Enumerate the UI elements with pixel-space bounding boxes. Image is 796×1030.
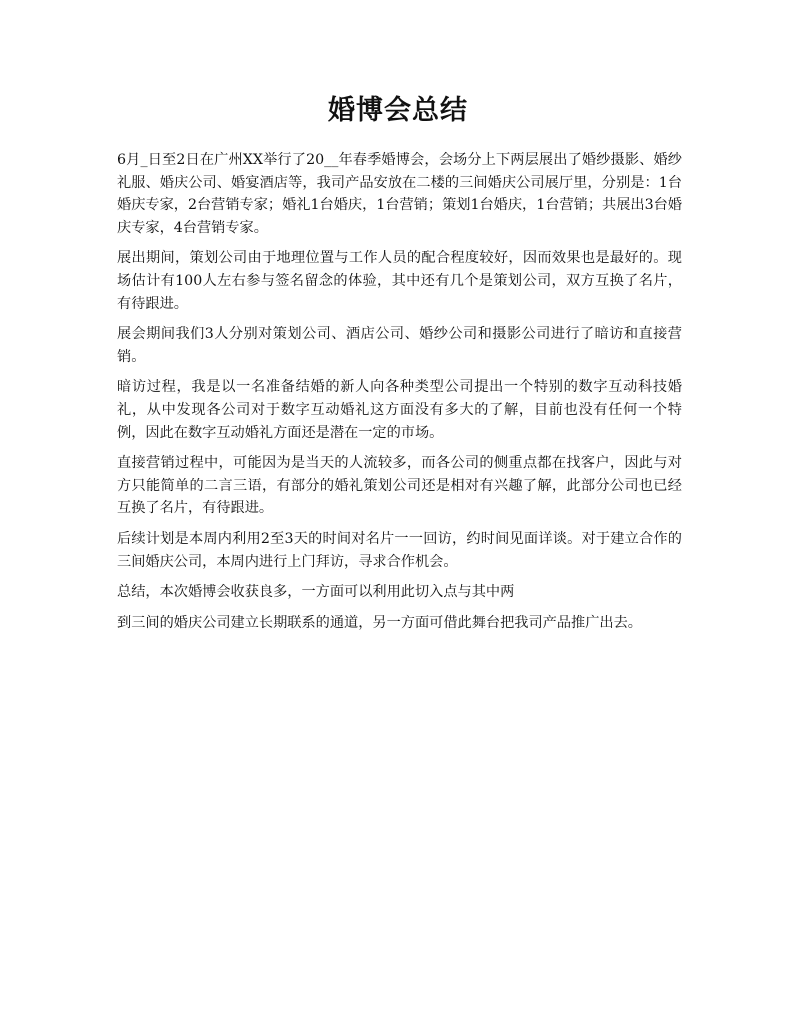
paragraph-visit-plan: 展会期间我们3人分别对策划公司、酒店公司、婚纱公司和摄影公司进行了暗访和直接营销。 xyxy=(117,326,682,365)
page-title: 婚博会总结 xyxy=(328,95,468,126)
paragraph-follow-up-plan: 后续计划是本周内利用2至3天的时间对名片一一回访，约时间见面详谈。对于建立合作的三间婚庆公司，本周内进行上门拜访，寻求合作机会。 xyxy=(117,530,682,570)
paragraph-summary-continued: 到三间的婚庆公司建立长期联系的通道，另一方面可借此舞台把我司产品推广出去。 xyxy=(117,614,642,631)
paragraph-exhibition-period: 展出期间，策划公司由于地理位置与工作人员的配合程度较好，因而效果也是最好的。现场估计有100人左右参与签名留念的体验，其中还有几个是策划公司，双方互换了名片，有待跟进。 xyxy=(117,250,682,312)
paragraph-exhibition-overview: 6月_日至2日在广州XX举行了20__年春季婚博会，会场分上下两层展出了婚纱摄影、婚纱礼服、婚庆公司、婚宴酒店等，我司产品安放在二楼的三间婚庆公司展厅里，分别是：1台婚庆专家，2台营销专家；婚礼1台婚庆，1台营销；策划1台婚庆，1台营销；共展出3台婚庆专家，4台营销专家。 xyxy=(117,152,682,236)
paragraph-summary: 总结，本次婚博会收获良多，一方面可以利用此切入点与其中两 xyxy=(117,584,515,601)
document-body xyxy=(117,149,682,642)
paragraph-secret-visit: 暗访过程，我是以一名准备结婚的新人向各种类型公司提出一个特别的数字互动科技婚礼，从中发现各公司对于数字互动婚礼这方面没有多大的了解，目前也没有任何一个特例，因此在数字互动婚礼方面还是潜在一定的市场。 xyxy=(117,379,682,441)
paragraph-direct-marketing: 直接营销过程中，可能因为是当天的人流较多，而各公司的侧重点都在找客户，因此与对方只能简单的二言三语，有部分的婚礼策划公司还是相对有兴趣了解，此部分公司也已经互换了名片，有待跟进。 xyxy=(117,455,682,517)
